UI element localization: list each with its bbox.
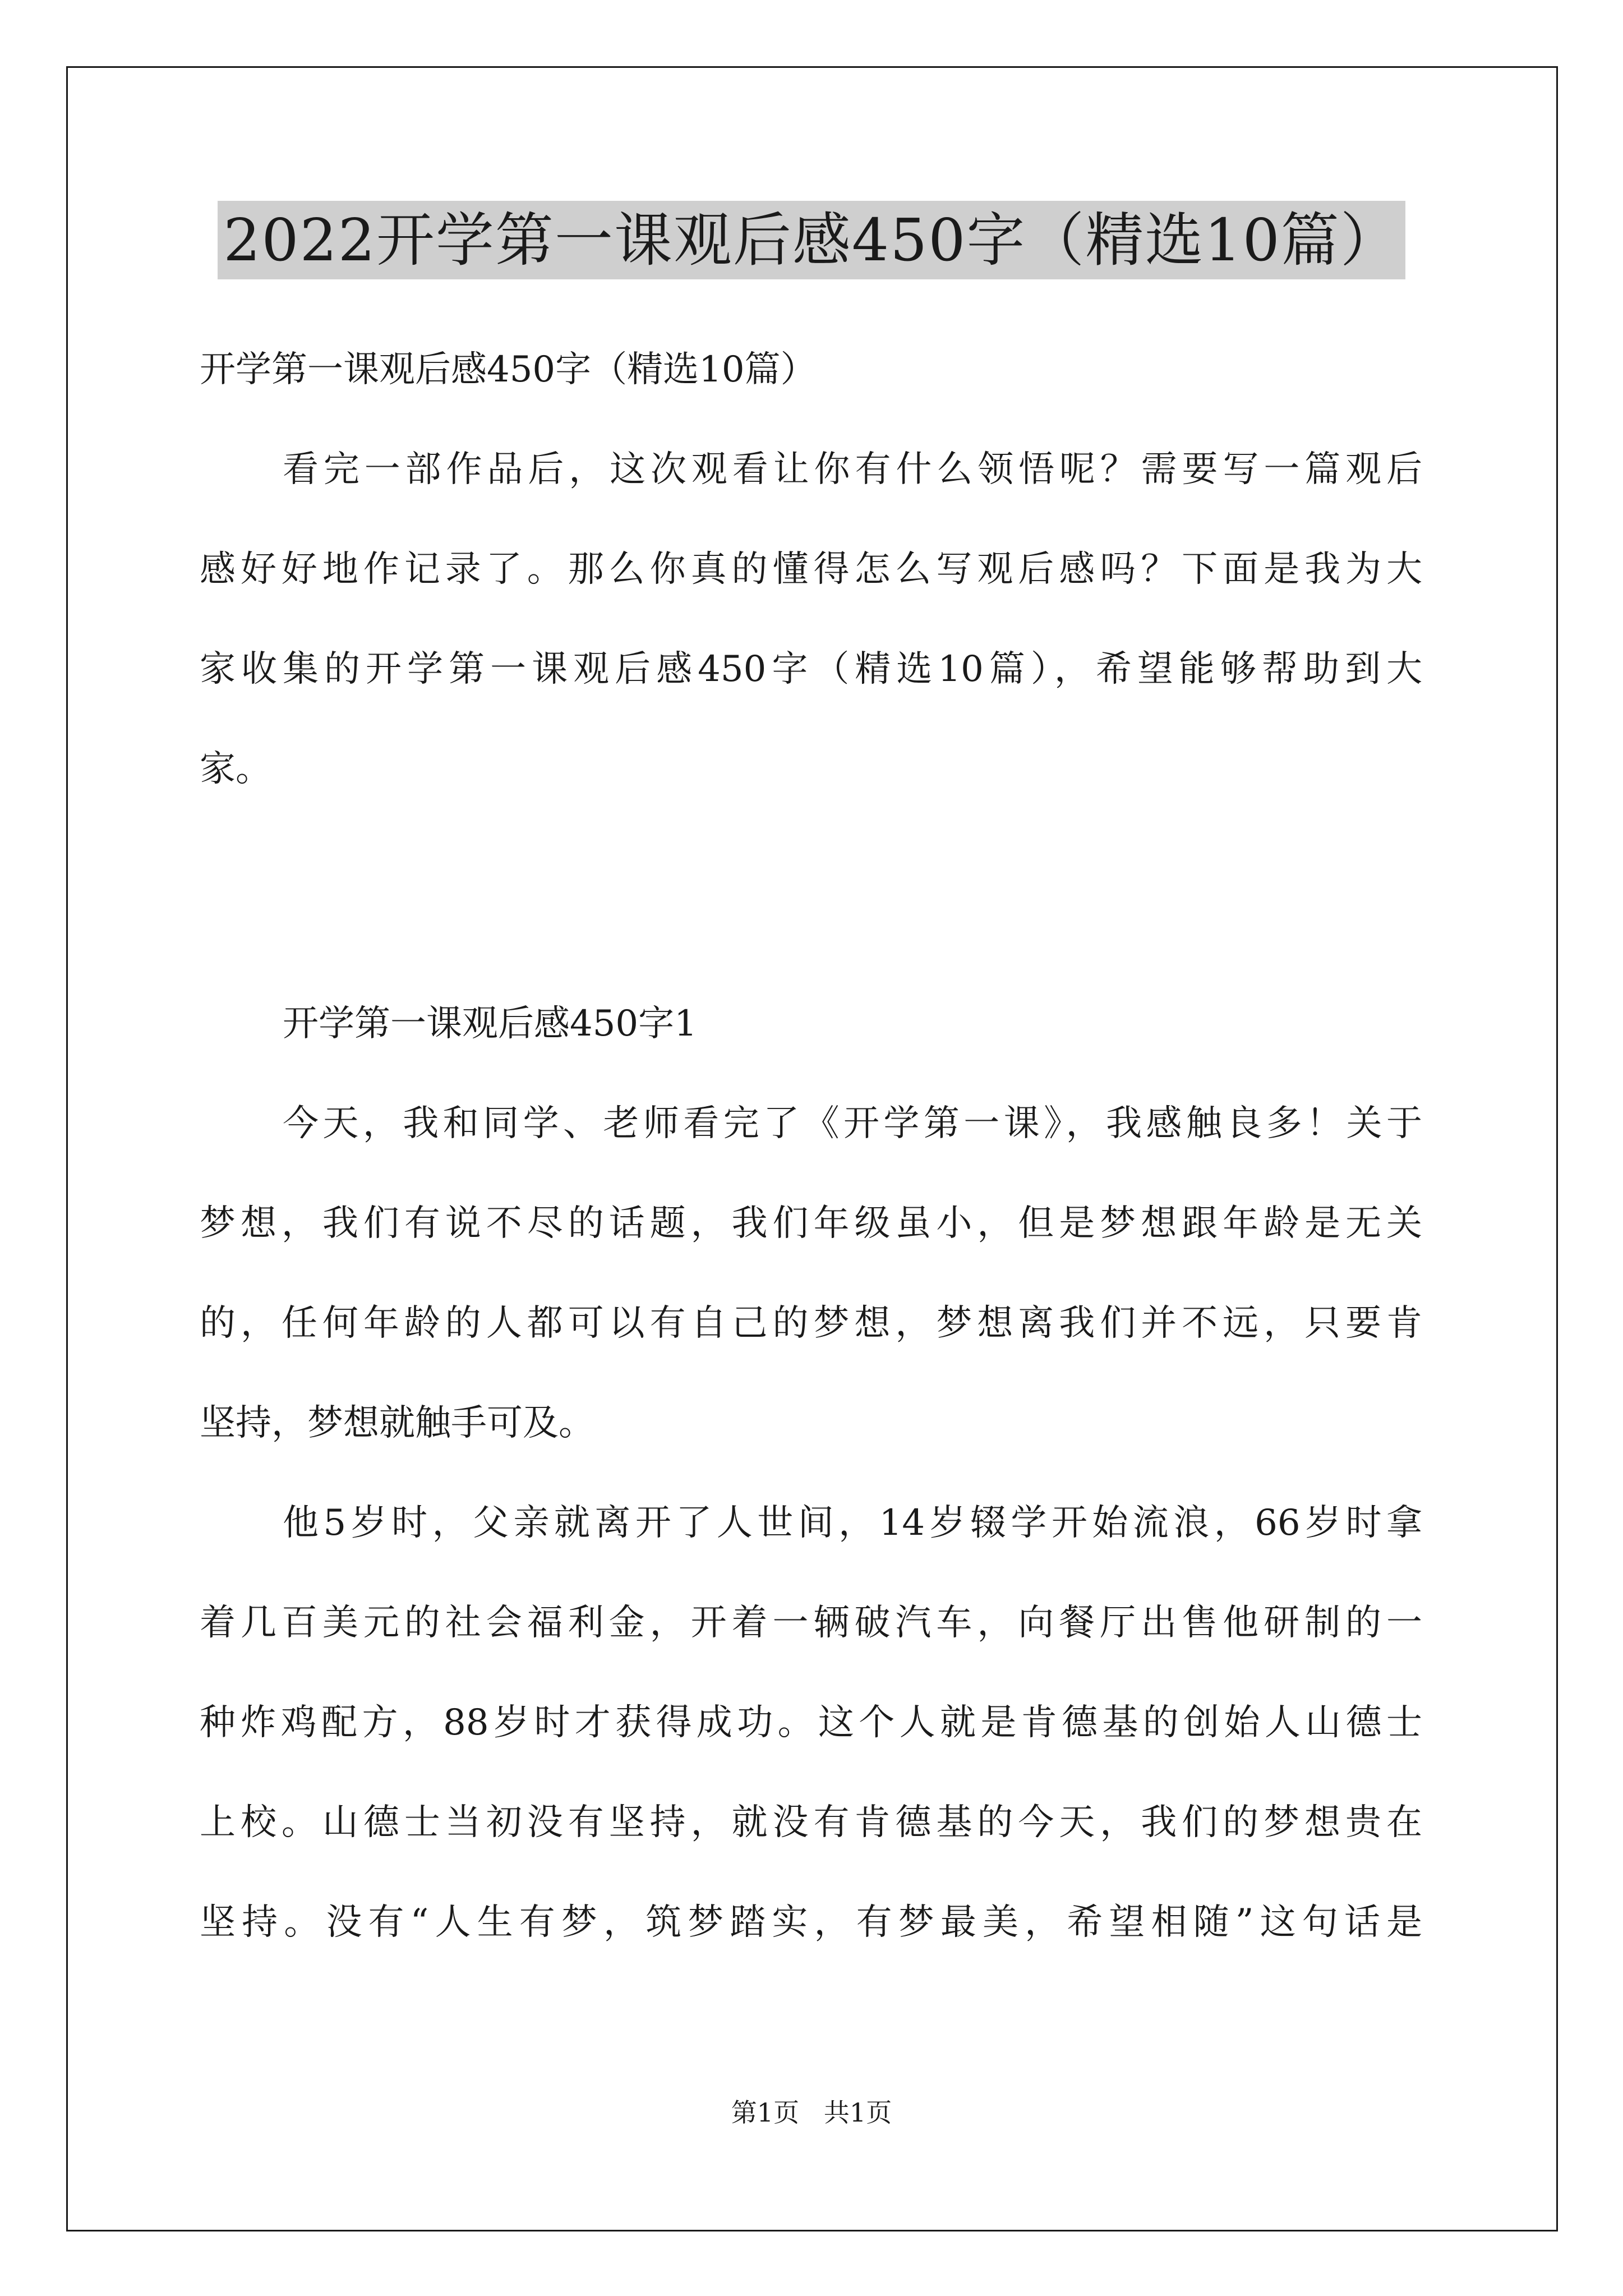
page-footer: 第1页 共1页 [731, 2097, 892, 2128]
intro-paragraph [200, 420, 1422, 819]
paragraph-line: 他5岁时，父亲就离开了人世间，14岁辍学开始流浪，66岁时拿 [283, 1502, 1422, 1544]
paragraph-line: 坚持，梦想就触手可及。 [200, 1402, 594, 1444]
subtitle-block [200, 320, 1422, 420]
paragraph-line: 坚持。没有“人生有梦，筑梦踏实，有梦最美，希望相随”这句话是 [200, 1902, 1422, 1943]
title-container [0, 201, 1623, 279]
paragraph-line: 梦想，我们有说不尽的话题，我们年级虽小，但是梦想跟年龄是无关 [200, 1203, 1422, 1244]
paragraph-1 [200, 1074, 1422, 1473]
intro-line: 感好好地作记录了。那么你真的懂得怎么写观后感吗？下面是我为大 [200, 549, 1422, 590]
paragraph-line: 着几百美元的社会福利金，开着一辆破汽车，向餐厅出售他研制的一 [200, 1602, 1422, 1644]
intro-line: 看完一部作品后，这次观看让你有什么领悟呢？需要写一篇观后 [283, 449, 1422, 490]
intro-line: 家收集的开学第一课观后感450字（精选10篇），希望能够帮助到大 [200, 648, 1422, 690]
intro-line: 家。 [200, 748, 271, 790]
document-title: 2022开学第一课观后感450字（精选10篇） [218, 201, 1405, 279]
paragraph-line: 的，任何年龄的人都可以有自己的梦想，梦想离我们并不远，只要肯 [200, 1303, 1422, 1344]
section-heading-block [200, 974, 1422, 1074]
paragraph-line: 上校。山德士当初没有坚持，就没有肯德基的今天，我们的梦想贵在 [200, 1802, 1422, 1843]
document-subtitle: 开学第一课观后感450字（精选10篇） [200, 349, 817, 390]
paragraph-line: 种炸鸡配方，88岁时才获得成功。这个人就是肯德基的创始人山德士 [200, 1702, 1422, 1743]
section-heading: 开学第一课观后感450字1 [283, 1003, 697, 1045]
paragraph-2 [200, 1473, 1422, 1972]
paragraph-line: 今天，我和同学、老师看完了《开学第一课》，我感触良多！关于 [283, 1103, 1422, 1144]
